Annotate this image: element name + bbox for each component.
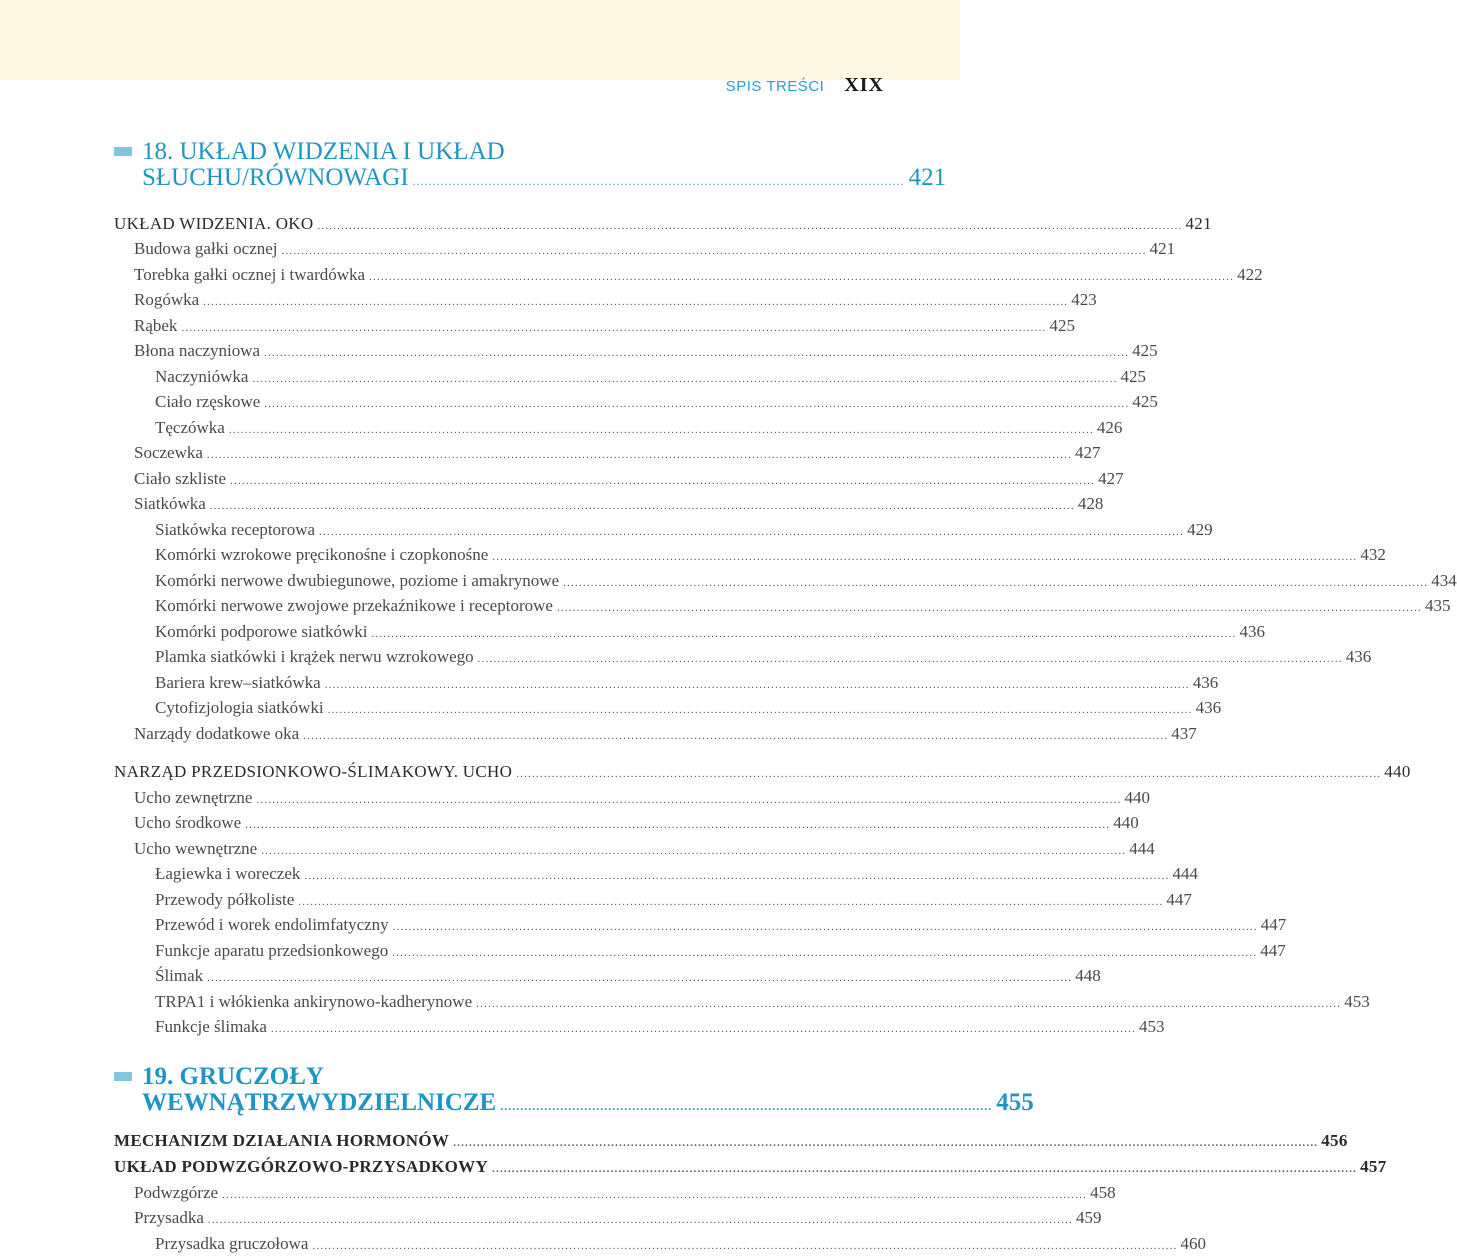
leader-dots: ........................................................................................................................................................................................................................... <box>556 602 1422 614</box>
entry-page: 434 <box>1431 571 1457 590</box>
entry-title: UKŁAD PODWZGÓRZOWO-PRZYSADKOWY <box>114 1157 489 1176</box>
entry-title: TRPA1 i włókienka ankirynowo-kadherynowe <box>155 992 473 1011</box>
toc-entry[interactable] <box>155 571 1457 595</box>
chapter-title-line1: 18. UKŁAD WIDZENIA I UKŁAD <box>142 138 505 165</box>
entry-title: Funkcje aparatu przedsionkowego <box>155 941 389 960</box>
leader-dots: ........................................................................................................................................................................................................................... <box>281 245 1147 257</box>
entry-title: Komórki podporowe siatkówki <box>155 622 368 641</box>
leader-dots: ........................................................................................................................................................................................................................... <box>270 1023 1136 1035</box>
toc-entry[interactable] <box>114 762 1411 786</box>
toc-entry[interactable] <box>155 698 1222 722</box>
entry-page: 440 <box>1113 813 1139 832</box>
leader-dots: ........................................................................................................................................................................................................................... <box>245 819 1111 831</box>
entry-page: 425 <box>1132 341 1158 360</box>
entry-title: Przysadka gruczołowa <box>155 1234 309 1253</box>
entry-title: Rąbek <box>134 316 178 335</box>
leader-dots: ........................................................................................................................................................................................................................... <box>206 449 1072 461</box>
entry-title: Komórki wzrokowe pręcikonośne i czopkonośne <box>155 545 489 564</box>
entry-page: 425 <box>1132 392 1158 411</box>
entry-title: Ciało rzęskowe <box>155 392 261 411</box>
entry-page: 422 <box>1237 265 1263 284</box>
entry-page: 435 <box>1425 596 1451 615</box>
toc-entry[interactable] <box>134 839 1155 863</box>
entry-title: Ucho wewnętrzne <box>134 839 258 858</box>
leader-dots: ........................................................................................................................................................................................................................... <box>209 500 1075 512</box>
entry-page: 444 <box>1129 839 1155 858</box>
chapter-title-line2: WEWNĄTRZWYDZIELNICZE <box>142 1089 497 1116</box>
toc-entry[interactable] <box>134 290 1097 314</box>
entry-title: Błona naczyniowa <box>134 341 261 360</box>
leader-dots: ........................................................................................................................................................................................................................... <box>392 921 1258 933</box>
entry-title: Ślimak <box>155 966 204 985</box>
entry-page: 453 <box>1344 992 1370 1011</box>
leader-dots: ........................................................................................................................................................................................................................... <box>222 1189 1088 1201</box>
entry-title: Funkcje ślimaka <box>155 1017 267 1036</box>
toc-entry[interactable] <box>155 966 1101 990</box>
leader-dots: ........................................................................................................................................................................................................................... <box>256 794 1122 806</box>
toc-entry[interactable] <box>155 1234 1206 1258</box>
leader-dots: ........................................................................................................................................................................................................................... <box>324 679 1190 691</box>
entry-title: Rogówka <box>134 290 200 309</box>
toc-entry[interactable] <box>134 443 1101 467</box>
entry-page: 460 <box>1180 1234 1206 1253</box>
leader-dots: ........................................................................................................................................................................................................................... <box>261 845 1127 857</box>
toc-entry[interactable] <box>134 341 1158 365</box>
entry-page: 457 <box>1360 1157 1387 1176</box>
leader-dots: ........................................................................................................................................................................................................................... <box>477 653 1343 665</box>
entry-page: 425 <box>1120 367 1147 386</box>
entry-title: Bariera krew–siatkówka <box>155 673 321 692</box>
leader-dots: ........................................................................................................................................................................................................................... <box>207 1214 1073 1226</box>
entry-page: 436 <box>1195 698 1222 717</box>
entry-page: 436 <box>1192 673 1219 692</box>
leader-dots: ........................................................................................................................................................................................................................... <box>252 373 1118 385</box>
chapter-marker <box>114 147 132 156</box>
entry-title: Ucho zewnętrzne <box>134 788 253 807</box>
leader-dots: ........................................................................................................................................................................................................................... <box>453 1137 1319 1149</box>
toc-entry[interactable] <box>155 392 1158 416</box>
entry-page: 437 <box>1171 724 1197 743</box>
toc-entry[interactable] <box>155 520 1213 544</box>
entry-page: 447 <box>1260 915 1287 934</box>
toc-entry[interactable] <box>134 316 1075 340</box>
entry-title: Komórki nerwowe zwojowe przekaźnikowe i receptorowe <box>155 596 553 615</box>
toc-entry[interactable] <box>155 596 1451 620</box>
toc-entry[interactable] <box>155 673 1219 697</box>
leader-dots: ........................................................................................................................................................................................................................... <box>369 271 1235 283</box>
leader-dots: ........................................................................................................................................................................................................................... <box>319 526 1185 538</box>
entry-title: Podwzgórze <box>134 1183 219 1202</box>
entry-page: 423 <box>1071 290 1097 309</box>
leader-dots: ........................................................................................................................................................................................................................... <box>230 475 1096 487</box>
leader-dots: ........................................................................................................................................................................................................................... <box>312 1240 1178 1252</box>
leader-dots: ........................................................................................................................................................................................................................... <box>492 1163 1358 1175</box>
entry-page: 447 <box>1166 890 1192 909</box>
toc-entry[interactable] <box>114 1157 1387 1181</box>
entry-title: Soczewka <box>134 443 203 462</box>
entry-page: 436 <box>1345 647 1372 666</box>
entry-page: 427 <box>1098 469 1124 488</box>
entry-title: Tęczówka <box>155 418 225 437</box>
entry-page: 427 <box>1074 443 1101 462</box>
toc-entry[interactable] <box>155 545 1386 569</box>
toc-entry[interactable] <box>155 367 1147 391</box>
entry-title: Siatkówka receptorowa <box>155 520 316 539</box>
entry-title: NARZĄD PRZEDSIONKOWO-ŚLIMAKOWY. UCHO <box>114 762 513 781</box>
toc-entry[interactable] <box>134 788 1151 812</box>
entry-page: 440 <box>1124 788 1151 807</box>
entry-title: Budowa gałki ocznej <box>134 239 278 258</box>
chapter-page: 421 <box>908 164 947 191</box>
entry-page: 440 <box>1384 762 1411 781</box>
entry-title: Plamka siatkówki i krążek nerwu wzrokowego <box>155 647 474 666</box>
leader-dots: ........................................................................................................................................................................................................................... <box>371 628 1237 640</box>
toc-entry[interactable] <box>155 890 1192 914</box>
leader-dots: ........................................................................................................................................................................................................................... <box>516 768 1382 780</box>
entry-page: 429 <box>1187 520 1213 539</box>
toc-entry[interactable] <box>134 813 1139 837</box>
toc-entry[interactable] <box>134 265 1263 289</box>
entry-title: Torebka gałki ocznej i twardówka <box>134 265 366 284</box>
section-label: SPIS TREŚCI <box>725 78 825 95</box>
entry-page: 456 <box>1321 1131 1348 1150</box>
toc-entry[interactable] <box>155 418 1123 442</box>
entry-page: 453 <box>1138 1017 1165 1036</box>
leader-dots: ........................................................................................................................................................................................................................... <box>317 220 1183 232</box>
toc-entry[interactable] <box>155 622 1266 646</box>
toc-entry[interactable] <box>134 494 1104 518</box>
leader-dots: ........................................................................................................................................................................................................................... <box>264 347 1130 359</box>
toc-entry[interactable] <box>134 1208 1102 1232</box>
leader-dots: ........................................................................................................................................................................................................................... <box>203 296 1069 308</box>
leader-dots: ........................................................................................................................................................................................................................... <box>304 870 1170 882</box>
leader-dots: ........................................................................................................................... <box>412 174 905 188</box>
chapter-marker <box>114 1072 132 1081</box>
toc-entry[interactable] <box>134 1183 1116 1207</box>
leader-dots: ........................................................................................................................................................................................................................... <box>492 551 1358 563</box>
leader-dots: ........................................................................................................................................................................................................................... <box>181 322 1047 334</box>
chapter-page: 455 <box>996 1089 1034 1116</box>
leader-dots: ........................................................................................................................................................................................................................... <box>228 424 1094 436</box>
entry-page: 426 <box>1096 418 1123 437</box>
toc-entry[interactable] <box>134 724 1197 748</box>
page-number: XIX <box>844 74 884 96</box>
entry-page: 436 <box>1239 622 1266 641</box>
entry-page: 458 <box>1090 1183 1116 1202</box>
toc-entry[interactable] <box>155 941 1286 965</box>
entry-page: 421 <box>1185 214 1212 233</box>
entry-title: Komórki nerwowe dwubiegunowe, poziome i amakrynowe <box>155 571 560 590</box>
entry-title: Narządy dodatkowe oka <box>134 724 300 743</box>
toc-entry[interactable] <box>134 239 1176 263</box>
entry-page: 459 <box>1075 1208 1102 1227</box>
leader-dots: ........................................................................................................................................................................................................................... <box>207 972 1073 984</box>
entry-page: 444 <box>1172 864 1198 883</box>
leader-dots: ........................................................................................................................................................................................................................... <box>392 947 1258 959</box>
entry-title: Naczyniówka <box>155 367 249 386</box>
chapter-heading-19[interactable] <box>142 1063 1034 1119</box>
toc-entry[interactable] <box>134 469 1124 493</box>
entry-page: 432 <box>1360 545 1386 564</box>
toc-entry[interactable] <box>155 1017 1165 1041</box>
entry-title: Ucho środkowe <box>134 813 242 832</box>
leader-dots: ........................................................................................................................... <box>500 1099 993 1113</box>
entry-title: Przewód i worek endolimfatyczny <box>155 915 389 934</box>
entry-page: 425 <box>1049 316 1075 335</box>
toc-entry[interactable] <box>155 915 1287 939</box>
leader-dots: ........................................................................................................................................................................................................................... <box>264 398 1130 410</box>
entry-title: Siatkówka <box>134 494 206 513</box>
leader-dots: ........................................................................................................................................................................................................................... <box>303 730 1169 742</box>
leader-dots: ........................................................................................................................................................................................................................... <box>298 896 1164 908</box>
chapter-title-line2: SŁUCHU/RÓWNOWAGI <box>142 164 409 191</box>
chapter-title-line1: 19. GRUCZOŁY <box>142 1063 324 1090</box>
entry-page: 421 <box>1149 239 1176 258</box>
entry-page: 447 <box>1260 941 1286 960</box>
entry-title: Łagiewka i woreczek <box>155 864 301 883</box>
entry-page: 428 <box>1077 494 1104 513</box>
toc-entry[interactable] <box>114 214 1212 238</box>
entry-title: Przysadka <box>134 1208 204 1227</box>
entry-page: 448 <box>1075 966 1101 985</box>
entry-title: MECHANIZM DZIAŁANIA HORMONÓW <box>114 1131 450 1150</box>
chapter-heading-18[interactable] <box>142 138 947 194</box>
entry-title: Cytofizjologia siatkówki <box>155 698 324 717</box>
entry-title: UKŁAD WIDZENIA. OKO <box>114 214 314 233</box>
toc-entry[interactable] <box>155 647 1372 671</box>
leader-dots: ........................................................................................................................................................................................................................... <box>563 577 1429 589</box>
toc-entry[interactable] <box>114 1131 1348 1155</box>
entry-title: Przewody półkoliste <box>155 890 295 909</box>
leader-dots: ........................................................................................................................................................................................................................... <box>476 998 1342 1010</box>
toc-entry[interactable] <box>155 864 1198 888</box>
leader-dots: ........................................................................................................................................................................................................................... <box>327 704 1193 716</box>
entry-title: Ciało szkliste <box>134 469 227 488</box>
toc-entry[interactable] <box>155 992 1370 1016</box>
